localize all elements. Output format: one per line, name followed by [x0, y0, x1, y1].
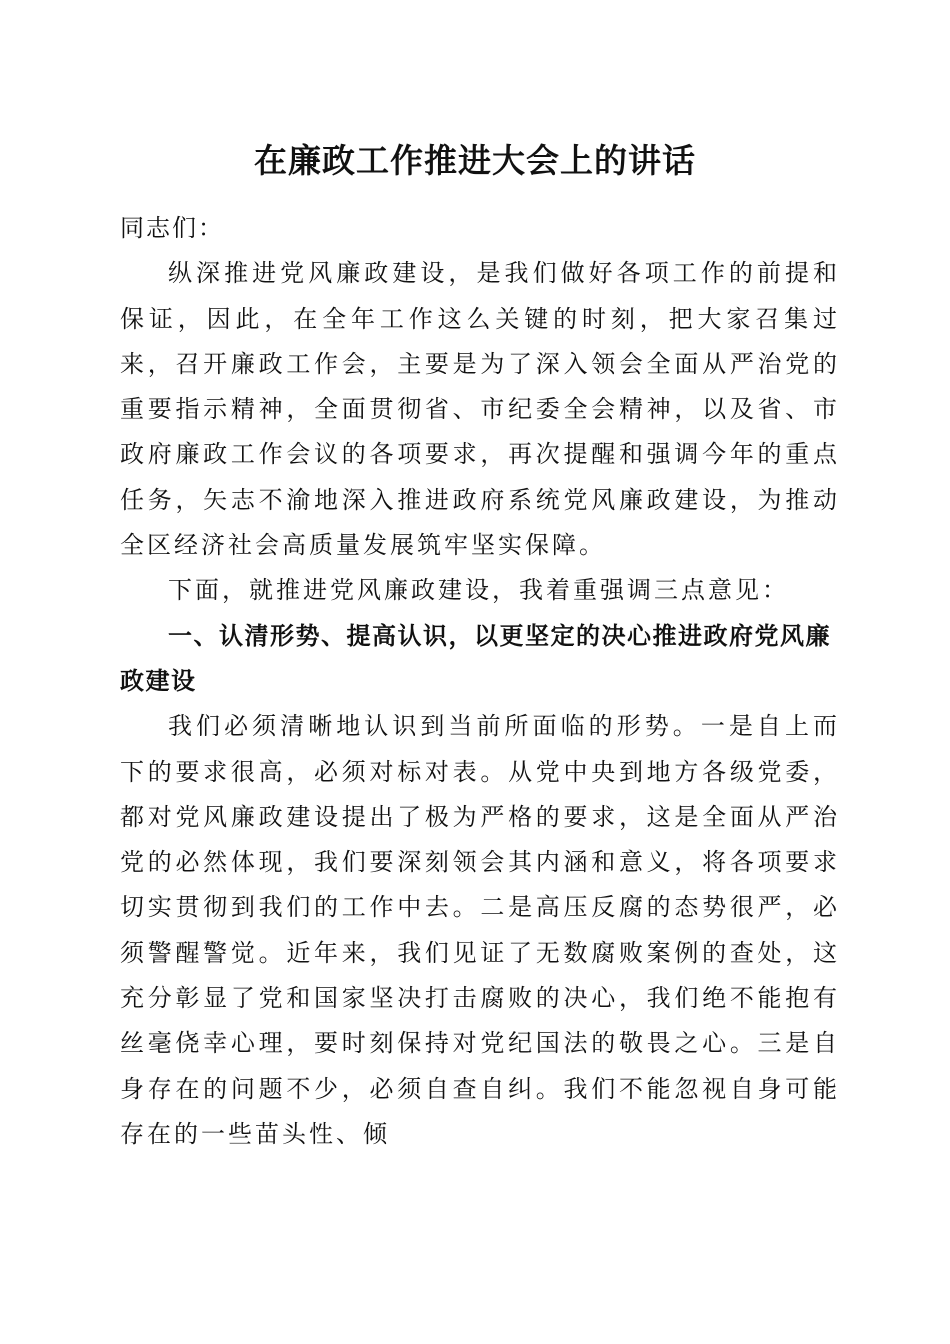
- document-title: 在廉政工作推进大会上的讲话: [254, 141, 696, 180]
- body-paragraph: 我们必须清晰地认识到当前所面临的形势。一是自上而下的要求很高，必须对标对表。从党中央到地方各级党委，都对党风廉政建设提出了极为严格的要求，这是全面从严治党的必然体现，我们要深刻领会其内涵和意义，将各项要求切实贯彻到我们的工作中去。二是高压反腐的态势很严，必须警醒警觉。近年来，我们见证了无数腐败案例的查处，这充分彰显了党和国家坚决打击腐败的决心，我们绝不能抱有丝毫侥幸心理，要时刻保持对党纪国法的敬畏之心。三是自身存在的问题不少，必须自查自纠。我们不能忽视自身可能存在的一些苗头性、倾: [120, 712, 840, 1148]
- document-body: [120, 206, 840, 1157]
- body-paragraph: 纵深推进党风廉政建设，是我们做好各项工作的前提和保证，因此，在全年工作这么关键的时刻，把大家召集过来，召开廉政工作会，主要是为了深入领会全面从严治党的重要指示精神，全面贯彻省、市纪委全会精神，以及省、市政府廉政工作会议的各项要求，再次提醒和强调今年的重点任务，矢志不渝地深入推进政府系统党风廉政建设，为推动全区经济社会高质量发展筑牢坚实保障。: [120, 259, 840, 560]
- body-paragraph: 下面，就推进党风廉政建设，我着重强调三点意见：: [168, 576, 789, 605]
- salutation: 同志们：: [120, 214, 224, 242]
- section-heading: 一、认清形势、提高认识，以更坚定的决心推进政府党风廉政建设: [120, 621, 831, 695]
